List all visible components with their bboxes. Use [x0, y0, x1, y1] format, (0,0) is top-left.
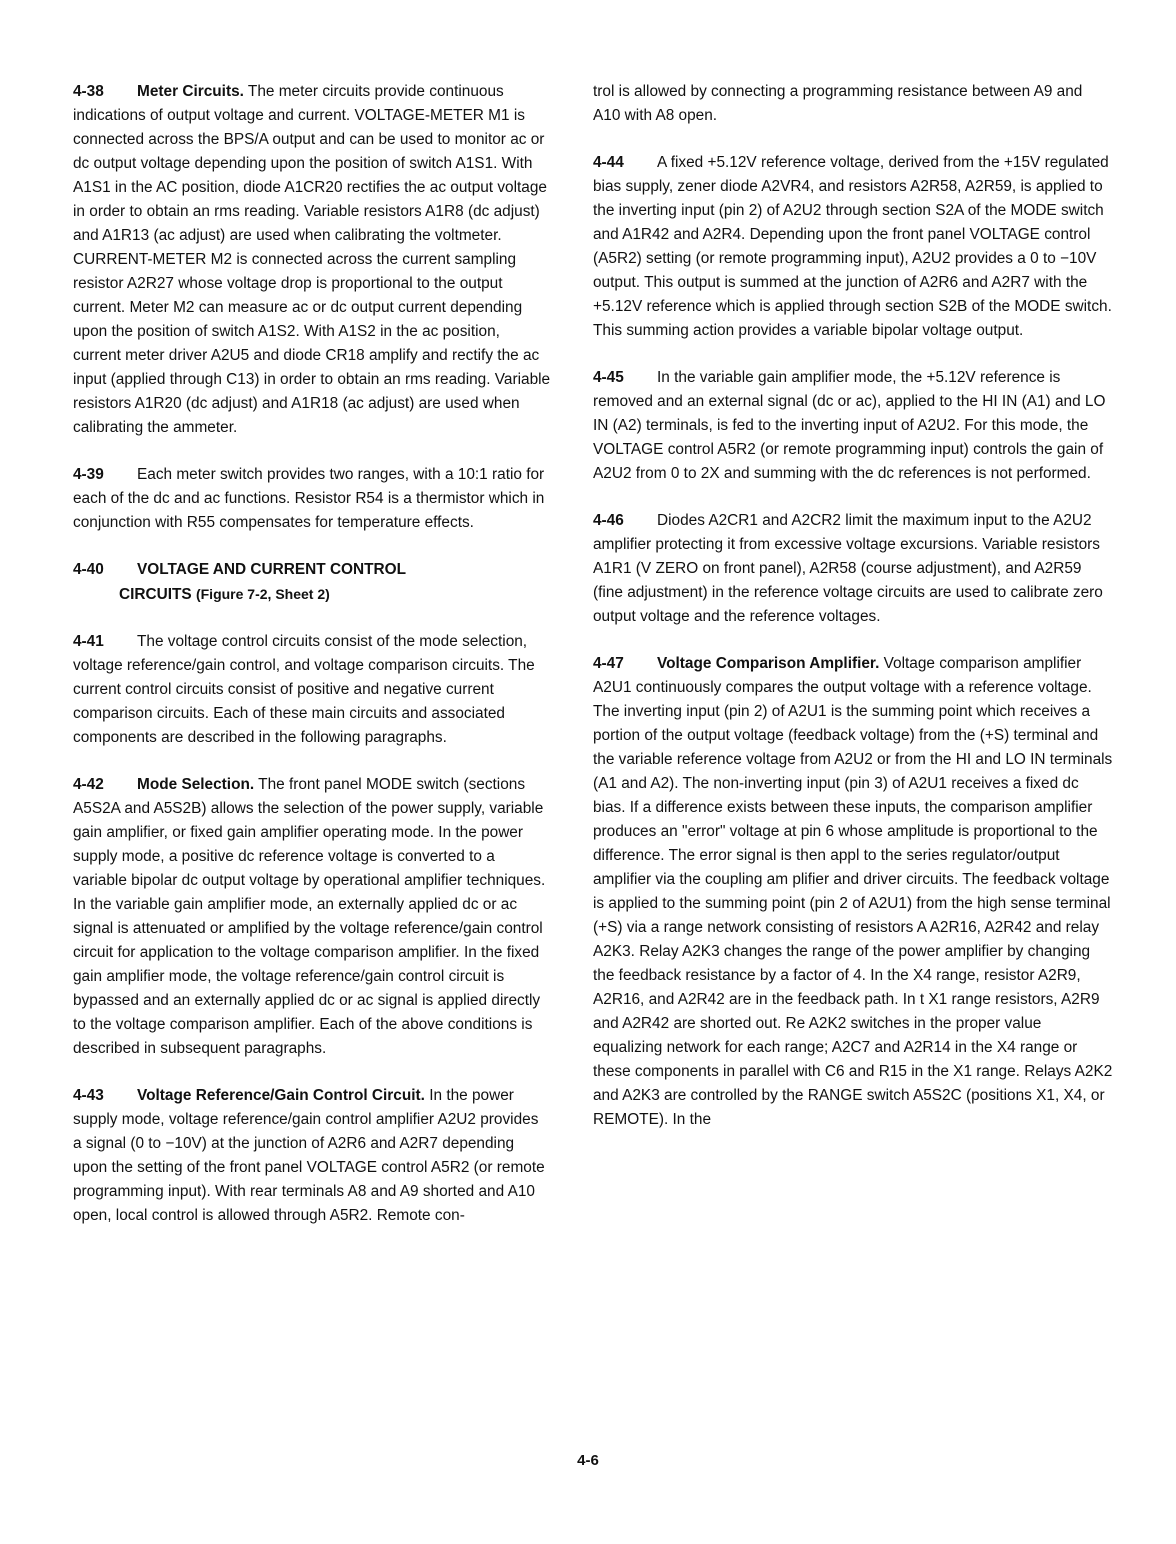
paragraph-4-44: 4-44 A fixed +5.12V reference voltage, derived from the +15V regulated bias supply, zener diode A2VR4, and resistors A2R58, A2R59, is applied to the inverting input (pin 2) of A2U2 through section S2A of the MODE switch and A1R42 and A2R4. Depending upon the front panel VOLTAGE control (A5R2) setting (or remote programming input), A2U2 provides a 0 to −10V output. This output is summed at the junction of A2R6 and A2R7 with the +5.12V reference which is applied through section S2B of the MODE switch. This summing action provides a variable bipolar voltage output.: [593, 154, 1112, 339]
paragraph-4-42: 4-42 Mode Selection. The front panel MODE switch (sections A5S2A and A5S2B) allows the selection of the power supply, variable gain amplifier, or fixed gain amplifier operating mode. In the power supply mode, a positive dc reference voltage is converted to a variable bipolar dc output voltage by operational amplifier techniques. In the variable gain amplifier mode, an externally applied dc or ac signal is attenuated or amplified by the voltage reference/gain control circuit for application to the voltage comparison amplifier. In the fixed gain amplifier mode, the voltage reference/gain control circuit is bypassed and an externally applied dc or ac signal is applied directly to the voltage comparison amplifier. Each of the above conditions is described in subsequent paragraphs.: [73, 776, 546, 1057]
paragraph-4-39: 4-39 Each meter switch provides two ranges, with a 10:1 ratio for each of the dc and ac functions. Resistor R54 is a thermistor which in conjunction with R55 compensates for temperature effects.: [73, 466, 545, 531]
left-column: [73, 80, 551, 1251]
right-column: [593, 80, 1113, 1155]
paragraph-4-46: 4-46 Diodes A2CR1 and A2CR2 limit the maximum input to the A2U2 amplifier protecting it from excessive voltage excursions. Variable resistors A1R1 (V ZERO on front panel), A2R58 (course adjustment), and A2R59 (fine adjustment) in the reference voltage circuits are used to calibrate zero output voltage and the reference voltages.: [593, 512, 1103, 625]
paragraph-4-47: 4-47 Voltage Comparison Amplifier. Voltage comparison amplifier A2U1 continuously compares the output voltage with a reference voltage. The inverting input (pin 2) of A2U1 is the summing point which receives a portion of the output voltage (feedback voltage) from the (+S) terminal and the variable reference voltage from A2U2 or from the HI and LO IN terminals (A1 and A2). The non-inverting input (pin 3) of A2U1 receives a fixed dc bias. If a difference exists between these inputs, the comparison amplifier produces an "error" voltage at pin 6 whose amplitude is proportional to the difference. The error signal is then appl to the series regulator/output amplifier via the coupling am plifier and driver circuits. The feedback voltage is applied to the summing point (pin 2 of A2U1) from the high sense terminal (+S) via a range network consisting of resistors A A2R16, A2R42 and relay A2K3. Relay A2K3 changes the range of the power amplifier by changing the feedback resistance by a factor of 4. In the X4 range, resistor A2R9, A2R16, and A2R42 are in the feedback path. In t X1 range resistors, A2R9 and A2R42 are shorted out. Re A2K2 switches in the proper value equalizing network for each range; A2C7 and A2R14 in the X4 range or these components in parallel with C6 and R15 in the X1 range. Relays A2K2 and A2K3 are controlled by the RANGE switch A5S2C (positions X1, X4, or REMOTE). In the: [593, 655, 1113, 1128]
paragraph-4-38: 4-38 Meter Circuits. The meter circuits provide continuous indications of output voltage and current. VOLTAGE-METER M1 is connected across the BPS/A output and can be used to monitor ac or dc output voltage depending upon the position of switch A1S1. With A1S1 in the AC position, diode A1CR20 rectifies the ac output voltage in order to obtain an rms reading. Variable resistors A1R8 (dc adjust) and A1R13 (ac adjust) are used when calibrating the voltmeter. CURRENT-METER M2 is connected across the current sampling resistor A2R27 whose voltage drop is proportional to the output current. Meter M2 can measure ac or dc output current depending upon the position of switch A1S2. With A1S2 in the ac position, current meter driver A2U5 and diode CR18 amplify and rectify the ac input (applied through C13) in order to obtain an rms reading. Variable resistors A1R20 (dc adjust) and A1R18 (ac adjust) are used when calibrating the ammeter.: [73, 83, 551, 436]
paragraph-4-45: 4-45 In the variable gain amplifier mode, the +5.12V reference is removed and an external signal (dc or ac), applied to the HI IN (A1) and LO IN (A2) terminals, is fed to the inverting input of A2U2. For this mode, the VOLTAGE control A5R2 (or remote programming input) controls the gain of A2U2 from 0 to 2X and summing with the dc references is not performed.: [593, 369, 1106, 482]
section-heading-4-40: 4-40 VOLTAGE AND CURRENT CONTROL CIRCUITS (Figure 7-2, Sheet 2): [73, 561, 407, 603]
page-number: 4-6: [577, 1452, 599, 1469]
paragraph-4-41: 4-41 The voltage control circuits consist of the mode selection, voltage reference/gain control, and voltage comparison circuits. The current control circuits consist of positive and negative current comparison circuits. Each of these main circuits and associated components are described in the following paragraphs.: [73, 633, 535, 746]
paragraph-continued: trol is allowed by connecting a programming resistance between A9 and A10 with A8 open.: [593, 83, 1083, 124]
paragraph-4-43: 4-43 Voltage Reference/Gain Control Circuit. In the power supply mode, voltage reference/gain control amplifier A2U2 provides a signal (0 to −10V) at the junction of A2R6 and A2R7 depending upon the setting of the front panel VOLTAGE control A5R2 (or remote programming input). With rear terminals A8 and A9 shorted and A10 open, local control is allowed through A5R2. Remote con-: [73, 1087, 545, 1224]
